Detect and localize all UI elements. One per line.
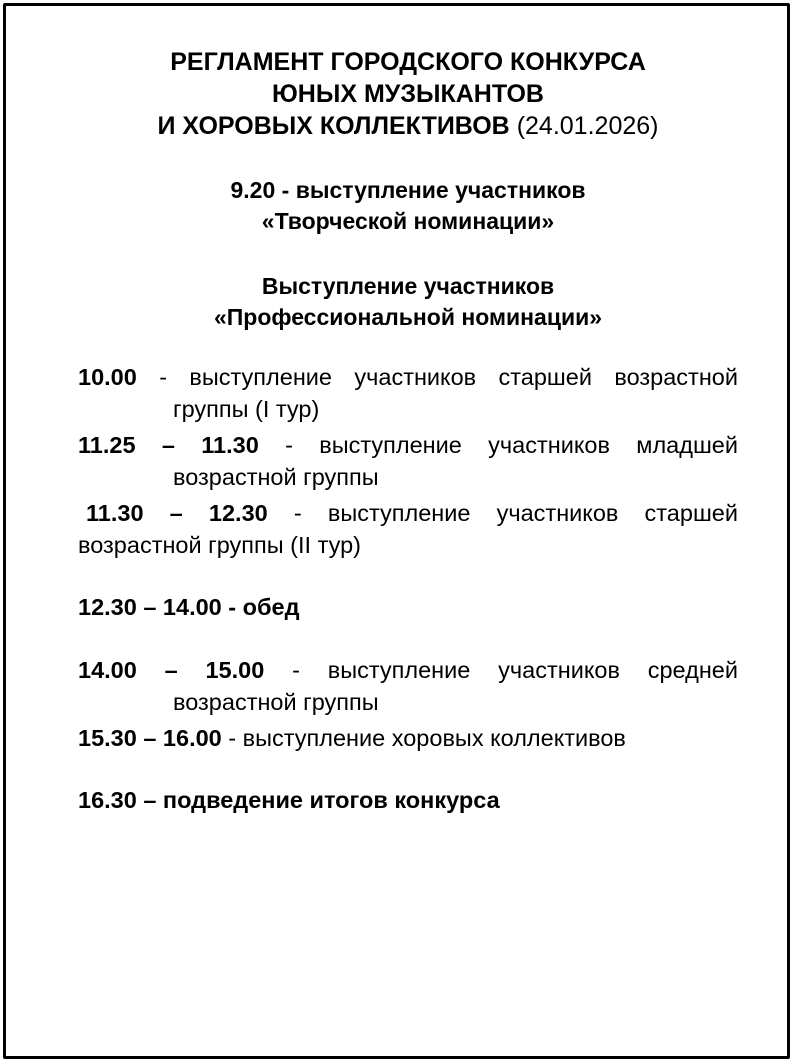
schedule-text-1: - выступление участников старшей возрастной группы (I тур) (136, 364, 738, 422)
creative-line-1: 9.20 - выступление участников (230, 177, 586, 203)
schedule-item-5 (78, 654, 738, 718)
schedule-time-3: 11.30 – 12.30 (86, 500, 268, 526)
schedule-text-5: - выступление участников средней возрастной группы (173, 657, 738, 715)
schedule-text-3: - выступление участников старшей возрастной группы (II тур) (78, 500, 738, 558)
schedule-time-4: 12.30 – 14.00 - обед (78, 594, 300, 620)
schedule-item-4 (78, 591, 738, 623)
professional-nomination-block (78, 271, 738, 333)
professional-line-1: Выступление участников (261, 273, 555, 299)
schedule-item-7 (78, 784, 738, 816)
document-title (78, 46, 738, 142)
title-line-2: ЮНЫХ МУЗЫКАНТОВ (272, 80, 544, 108)
schedule-text-6: - выступление хоровых коллективов (221, 725, 626, 751)
schedule-time-1: 10.00 (78, 364, 137, 390)
schedule-time-5: 14.00 – 15.00 (78, 657, 265, 683)
creative-nomination-block (78, 175, 738, 237)
title-line-1: РЕГЛАМЕНТ ГОРОДСКОГО КОНКУРСА (170, 48, 646, 76)
schedule-item-2 (78, 429, 738, 493)
title-date: (24.01.2026) (516, 112, 659, 140)
schedule-text-2: - выступление участников младшей возрастной группы (173, 432, 738, 490)
schedule-item-6 (78, 722, 738, 754)
title-line-3 (78, 110, 738, 142)
creative-line-2: «Творческой номинации» (261, 208, 555, 234)
document-content (78, 46, 738, 816)
schedule-time-7: 16.30 – подведение итогов конкурса (78, 787, 500, 813)
schedule-item-1 (78, 361, 738, 425)
schedule-time-6: 15.30 – 16.00 (78, 725, 222, 751)
title-line-3-text: И ХОРОВЫХ КОЛЛЕКТИВОВ (157, 112, 510, 140)
schedule-item-3 (78, 497, 738, 561)
professional-line-2: «Профессиональной номинации» (213, 304, 603, 330)
schedule-time-2: 11.25 – 11.30 (78, 432, 259, 458)
